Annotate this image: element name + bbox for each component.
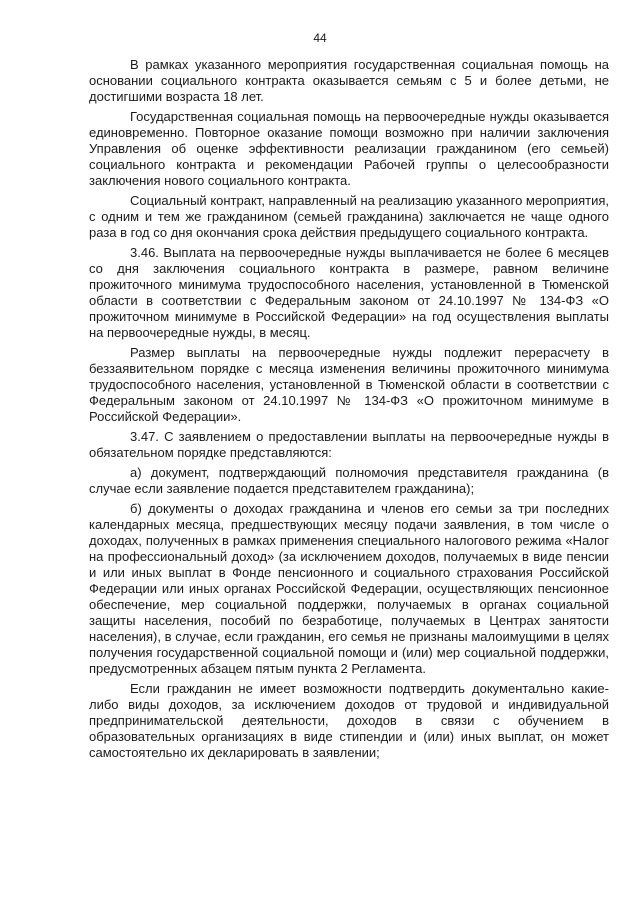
paragraph-item-a: а) документ, подтверждающий полномочия представителя гражданина (в случае если заявление подается представителем гражданина); [89,465,609,496]
body-text [89,57,609,765]
paragraph-mandate-large-families: В рамках указанного мероприятия государственная социальная помощь на основании социального контракта оказывается семьям с 5 и более детьми, не достигшими возраста 18 лет. [89,57,609,104]
paragraph-3-46: 3.46. Выплата на первоочередные нужды выплачивается не более 6 месяцев со дня заключения социального контракта в размере, равном величине прожиточного минимума трудоспособного населения, установленной в Тюменской области в соответствии с Федеральным законом от 24.10.1997 № 134-ФЗ «О прожиточном минимуме в Российской Федерации» на год осуществления выплаты на первоочередные нужды, в месяц. [89,245,609,340]
paragraph-3-47: 3.47. С заявлением о предоставлении выплаты на первоочередные нужды в обязательном порядке представляются: [89,429,609,460]
paragraph-declared-income: Если гражданин не имеет возможности подтвердить документально какие-либо виды доходов, за исключением доходов от трудовой и индивидуальной предпринимательской деятельности, доходов в связи с обучением в образовательных организациях в виде стипендии и (или) иных выплат, он может самостоятельно их декларировать в заявлении; [89,681,609,760]
paragraph-contract-frequency: Социальный контракт, направленный на реализацию указанного мероприятия, с одним и тем же гражданином (семьей гражданина) заключается не чаще одного раза в год со дня окончания срока действия предыдущего социального контракта. [89,193,609,240]
page-number: 44 [313,31,327,45]
paragraph-item-b: б) документы о доходах гражданина и членов его семьи за три последних календарных месяца, предшествующих месяцу подачи заявления, в том числе о доходах, полученных в рамках применения специального налогового режима «Налог на профессиональный доход» (за исключением доходов, получаемых в виде пенсии и или иных выплат в Фонде пенсионного и социального страхования Российской Федерации или иных органах Российской Федерации, осуществляющих пенсионное обеспечение, мер социальной поддержки, получаемых в органах социальной защиты населения, пособий по безработице, получаемых в Центрах занятости населения), в случае, если гражданин, его семья не признаны малоимущими в целях получения государственной социальной помощи и (или) мер социальной поддержки, предусмотренных абзацем пятым пункта 2 Регламента. [89,501,609,676]
paragraph-one-time-assistance: Государственная социальная помощь на первоочередные нужды оказывается единовременно. Повторное оказание помощи возможно при наличии заключения Управления об оценке эффективности реализации гражданином (его семьей) социального контракта и рекомендации Рабочей группы о целесообразности заключения нового социального контракта. [89,109,609,188]
paragraph-recalculation: Размер выплаты на первоочередные нужды подлежит перерасчету в беззаявительном порядке с месяца изменения величины прожиточного минимума трудоспособного населения, установленной в Тюменской области в соответствии с Федеральным законом от 24.10.1997 № 134-ФЗ «О прожиточном минимуме в Российской Федерации». [89,345,609,424]
